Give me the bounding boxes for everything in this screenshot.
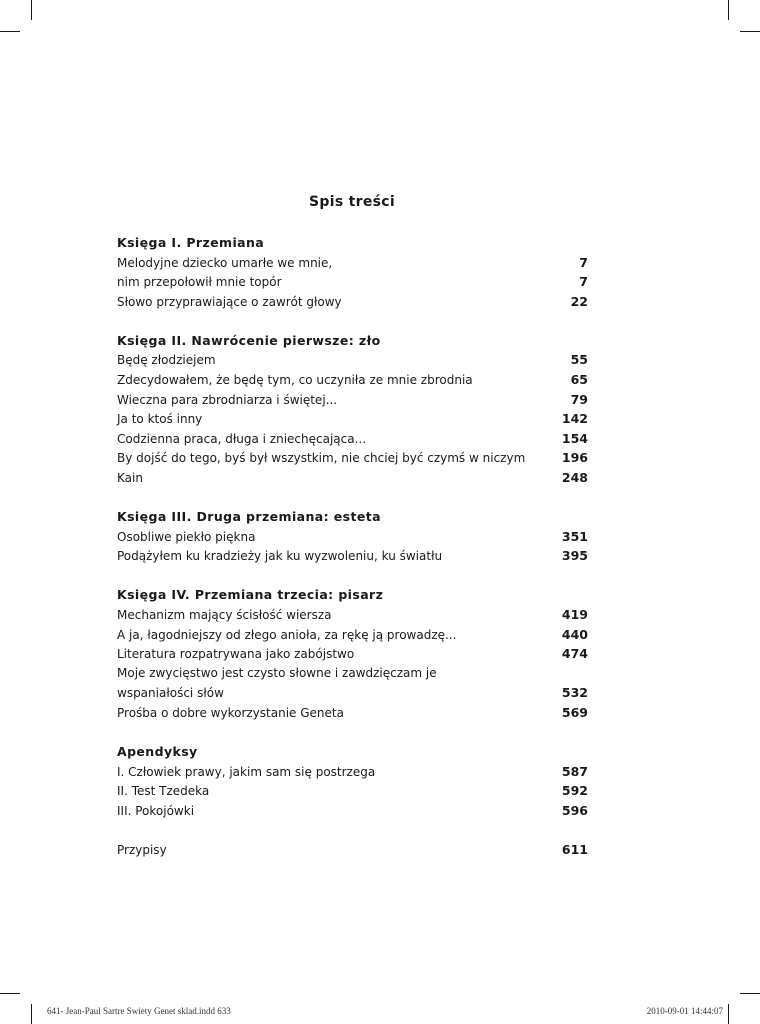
toc-entry[interactable] [117, 390, 588, 410]
entry-page: 7 [579, 254, 588, 270]
toc-entry[interactable] [117, 448, 588, 468]
section-title: Apendyksy [117, 744, 198, 760]
entry-page: 154 [561, 430, 588, 446]
toc-entry[interactable] [117, 840, 588, 860]
entry-title: Literatura rozpatrywana jako zabójstwo [117, 647, 355, 662]
entry-page: 596 [561, 802, 588, 818]
entry-title: Prośba o dobre wykorzystanie Geneta [117, 705, 344, 720]
entry-page: 142 [561, 411, 588, 427]
entry-title: Ja to ktoś inny [117, 412, 203, 427]
toc-entry[interactable] [117, 644, 588, 664]
entry-page: 55 [570, 352, 588, 368]
entry-page: 440 [561, 626, 588, 642]
entry-title: Podążyłem ku kradzieży jak ku wyzwoleniu, ku światłu [117, 549, 443, 564]
toc-entry[interactable] [117, 429, 588, 449]
entry-title: Słowo przyprawiające o zawrót głowy [117, 294, 342, 309]
entry-title: I. Człowiek prawy, jakim sam się postrzega [117, 764, 376, 779]
toc-entry[interactable] [117, 350, 588, 370]
entry-title: wspaniałości słów [117, 686, 224, 701]
toc-entry[interactable] [117, 801, 588, 821]
toc-entry[interactable] [117, 683, 588, 703]
entry-page: 196 [561, 450, 588, 466]
crop-mark-top-right-h [740, 31, 760, 32]
entry-page: 611 [561, 841, 588, 857]
table-of-contents [117, 233, 588, 879]
crop-mark-bottom-right [728, 1004, 729, 1024]
toc-entry[interactable] [117, 605, 588, 625]
entry-page: 569 [561, 704, 588, 720]
toc-section-book-3 [117, 507, 588, 566]
toc-section-book-4 [117, 585, 588, 722]
entry-title: Moje zwycięstwo jest czysto słowne i zawdzięczam je [117, 665, 437, 680]
toc-entry[interactable] [117, 781, 588, 801]
entry-title: Codzienna praca, długa i zniechęcająca... [117, 431, 367, 446]
entry-page: 79 [570, 391, 588, 407]
entry-page: 419 [561, 607, 588, 622]
toc-section-appendix [117, 742, 588, 820]
crop-mark-bottom-left-h [0, 993, 20, 994]
toc-entry[interactable] [117, 625, 588, 645]
entry-title: Przypisy [117, 842, 167, 857]
crop-mark-top-left [31, 0, 32, 20]
footer-timestamp: 2010-09-01 14:44:07 [646, 1006, 723, 1016]
entry-title: By dojść do tego, byś był wszystkim, nie chciej być czymś w niczym [117, 451, 526, 466]
toc-entry[interactable] [117, 664, 588, 684]
crop-mark-top-right [728, 0, 729, 20]
section-title: Księga IV. Przemiana trzecia: pisarz [117, 587, 384, 603]
entry-title: II. Test Tzedeka [117, 784, 210, 799]
entry-title: A ja, łagodniejszy od złego anioła, za rękę ją prowadzę... [117, 627, 457, 642]
toc-entry[interactable] [117, 703, 588, 723]
entry-page: 395 [561, 548, 588, 564]
entry-page: 592 [561, 783, 588, 799]
toc-entry[interactable] [117, 272, 588, 292]
entry-page: 248 [561, 470, 588, 486]
entry-page: 587 [561, 763, 588, 779]
page-title: Spis treści [309, 194, 395, 210]
toc-entry[interactable] [117, 468, 588, 488]
toc-entry[interactable] [117, 292, 588, 312]
entry-title: Melodyjne dziecko umarłe we mnie, [117, 255, 333, 270]
toc-entry[interactable] [117, 253, 588, 273]
toc-entry[interactable] [117, 546, 588, 566]
crop-mark-top-left-h [0, 31, 20, 32]
entry-title: Mechanizm mający ścisłość wiersza [117, 608, 332, 622]
entry-page: 532 [561, 685, 588, 701]
entry-title: Będę złodziejem [117, 353, 216, 368]
entry-page: 351 [561, 528, 588, 544]
entry-page: 474 [561, 646, 588, 662]
toc-section-book-1 [117, 233, 588, 311]
toc-entry[interactable] [117, 762, 588, 782]
entry-page: 22 [570, 293, 588, 309]
entry-page: 65 [570, 372, 588, 388]
entry-title: III. Pokojówki [117, 803, 195, 818]
toc-entry[interactable] [117, 409, 588, 429]
toc-section-notes [117, 840, 588, 860]
toc-section-book-2 [117, 331, 588, 488]
entry-page: 7 [579, 274, 588, 290]
section-title: Księga I. Przemiana [117, 235, 265, 250]
entry-title: Osobliwe piekło piękna [117, 529, 256, 544]
footer-file-info: 641- Jean-Paul Sartre Swiety Genet sklad.indd 633 [47, 1006, 231, 1016]
section-title: Księga II. Nawrócenie pierwsze: zło [117, 332, 381, 348]
entry-title: nim przepołowił mnie topór [117, 275, 282, 290]
entry-title: Wieczna para zbrodniarza i świętej... [117, 392, 338, 407]
entry-title: Kain [117, 471, 143, 486]
toc-entry[interactable] [117, 370, 588, 390]
entry-title: Zdecydowałem, że będę tym, co uczyniła ze mnie zbrodnia [117, 373, 473, 388]
toc-entry[interactable] [117, 527, 588, 547]
crop-mark-bottom-right-h [740, 993, 760, 994]
crop-mark-bottom-left [31, 1004, 32, 1024]
section-title: Księga III. Druga przemiana: esteta [117, 509, 381, 525]
